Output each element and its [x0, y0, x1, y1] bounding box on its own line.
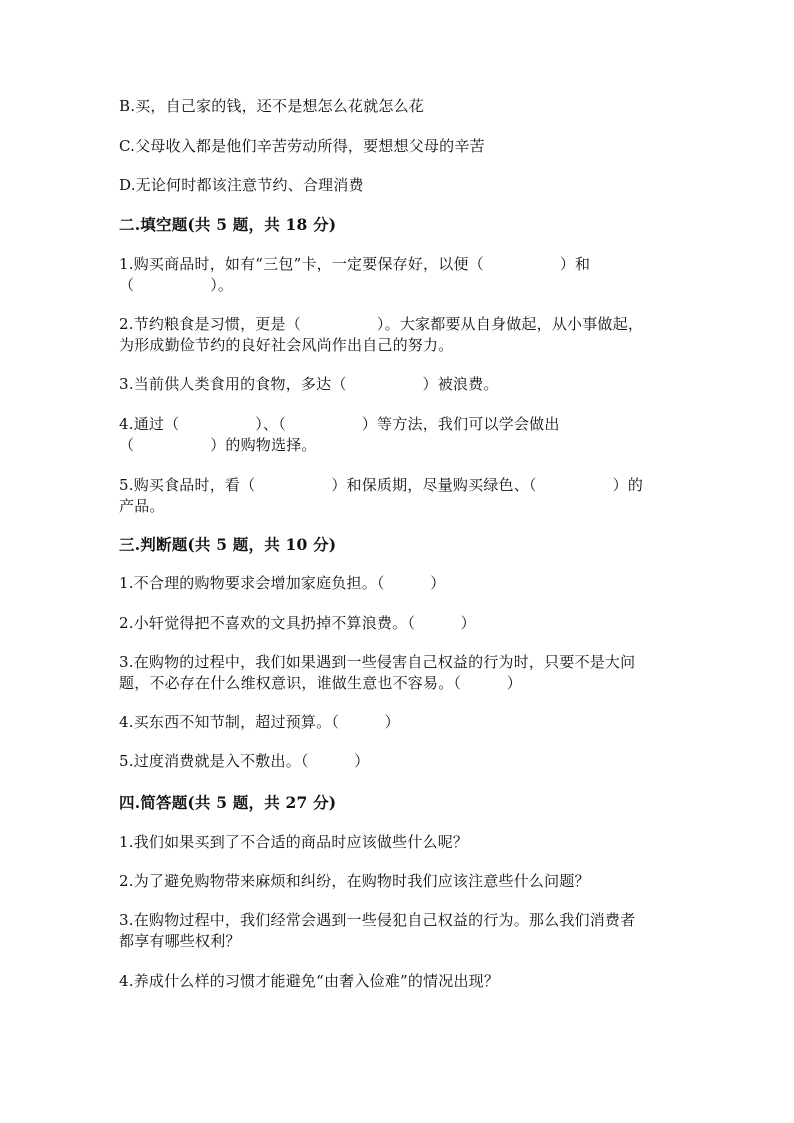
option-c: C.父母收入都是他们辛苦劳动所得，要想想父母的辛苦 — [119, 137, 485, 155]
short-answer-q3-line2: 都享有哪些权利？ — [119, 932, 241, 950]
option-b: B.买，自己家的钱，还不是想怎么花就怎么花 — [119, 97, 424, 115]
short-answer-q1: 1.我们如果买到了不合适的商品时应该做些什么呢？ — [119, 833, 469, 851]
fill-blank-q2-line1: 2.节约粮食是习惯，更是（ ）。大家都要从自身做起，从小事做起， — [119, 315, 644, 333]
short-answer-q3-line1: 3.在购物过程中，我们经常会遇到一些侵犯自己权益的行为。那么我们消费者 — [119, 911, 636, 929]
judgement-q3-line1: 3.在购物的过程中，我们如果遇到一些侵害自己权益的行为时，只要不是大问 — [119, 653, 636, 671]
fill-blank-q3: 3.当前供人类食用的食物，多达（ ）被浪费。 — [119, 375, 499, 393]
judgement-q1: 1.不合理的购物要求会增加家庭负担。（ ） — [119, 574, 446, 592]
fill-blank-q5-line1: 5.购买食品时，看（ ）和保质期，尽量购买绿色、（ ）的 — [119, 476, 644, 494]
short-answer-heading: 四.简答题(共 5 题，共 27 分) — [119, 793, 337, 812]
fill-blank-q4-line1: 4.通过（ ）、（ ）等方法，我们可以学会做出 — [119, 415, 560, 433]
judgement-q5: 5.过度消费就是入不敷出。（ ） — [119, 752, 370, 770]
judgement-q4: 4.买东西不知节制，超过预算。（ ） — [119, 713, 400, 731]
fill-blank-q1-line2: （ ）。 — [119, 276, 234, 294]
fill-blank-q1-line1: 1.购买商品时，如有“三包”卡，一定要保存好，以便（ ）和 — [119, 255, 591, 273]
judgement-heading: 三.判断题(共 5 题，共 10 分) — [119, 535, 337, 554]
fill-blank-q4-line2: （ ）的购物选择。 — [119, 436, 317, 454]
short-answer-q4: 4.养成什么样的习惯才能避免“由奢入俭难”的情况出现？ — [119, 972, 500, 990]
judgement-q3-line2: 题，不必存在什么维权意识，谁做生意也不容易。（ ） — [119, 674, 522, 692]
fill-blank-q2-line2: 为形成勤俭节约的良好社会风尚作出自己的努力。 — [119, 336, 454, 354]
fill-blank-heading: 二.填空题(共 5 题，共 18 分) — [119, 215, 337, 234]
short-answer-q2: 2.为了避免购物带来麻烦和纠纷，在购物时我们应该注意些什么问题？ — [119, 872, 590, 890]
fill-blank-q5-line2: 产品。 — [119, 497, 165, 515]
judgement-q2: 2.小轩觉得把不喜欢的文具扔掉不算浪费。（ ） — [119, 614, 476, 632]
option-d: D.无论何时都该注意节约、合理消费 — [119, 176, 364, 194]
